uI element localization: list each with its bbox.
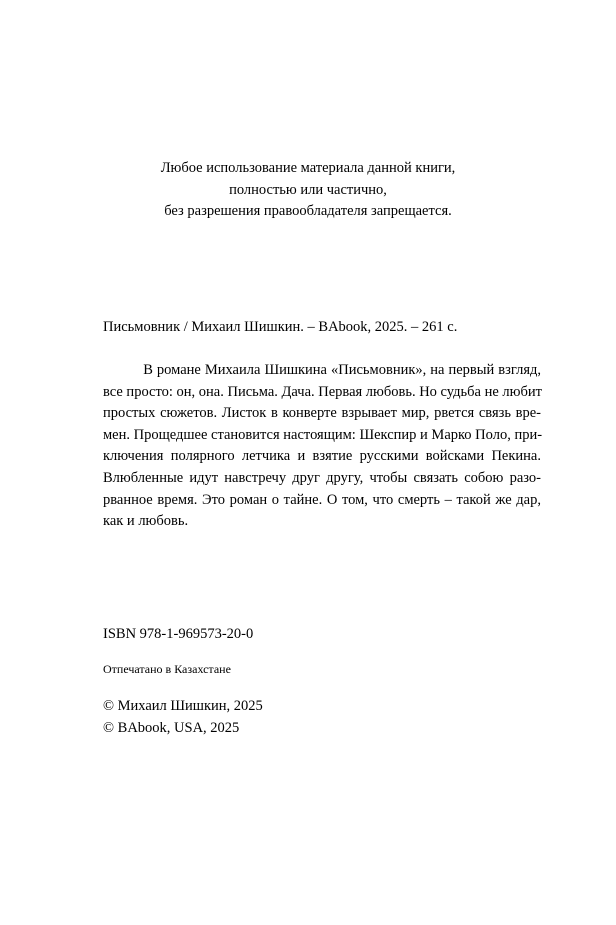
copyright-holders — [103, 695, 263, 739]
annotation-line-text: В романе Михаила Шишкина «Письмовник», на первый взгляд, — [143, 362, 541, 378]
printed-in-note: Отпечатано в Казахстане — [103, 662, 231, 676]
annotation-line — [103, 360, 541, 382]
annotation-line: рванное время. Это роман о тайне. О том, что смерть – такой же дар, — [103, 491, 541, 508]
annotation-line: мен. Прощедшее становится настоящим: Шекспир и Марко Поло, при- — [103, 426, 543, 443]
annotation-line: ключения полярного летчика и взятие русскими войсками Пекина. — [103, 448, 541, 465]
annotation-line: Влюбленные идут навстречу друг другу, чтобы связать собою разо- — [103, 469, 541, 486]
copyright-line: © BAbook, USA, 2025 — [103, 720, 240, 736]
annotation-line: простых сюжетов. Листок в конверте взрывает мир, рвется связь вре- — [103, 405, 541, 422]
copyright-notice-line: полностью или частично, — [229, 181, 387, 198]
bibliographic-record: Письмовник / Михаил Шишкин. – BAbook, 2025. – 261 с. — [103, 319, 458, 335]
copyright-line: © Михаил Шишкин, 2025 — [103, 698, 263, 714]
annotation-line: все просто: он, она. Письма. Дача. Первая любовь. Но судьба не любит — [103, 383, 542, 400]
book-annotation — [103, 360, 541, 533]
copyright-notice — [0, 158, 616, 223]
annotation-line: как и любовь. — [103, 513, 189, 530]
copyright-notice-line: Любое использование материала данной книги, — [160, 160, 456, 176]
isbn-number: ISBN 978-1-969573-20-0 — [103, 626, 254, 642]
copyright-notice-line: без разрешения правообладателя запрещается. — [164, 203, 452, 219]
